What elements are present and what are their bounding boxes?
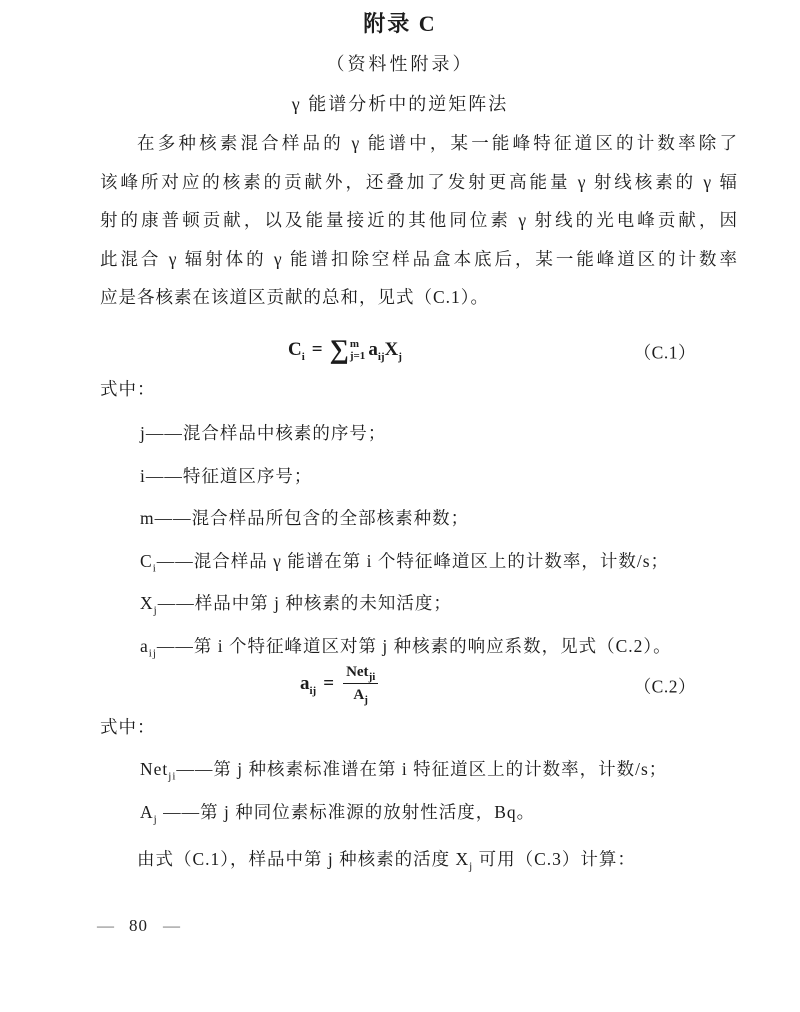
definition-item: $X_j——$样品中第 j 种核素的未知活度； xyxy=(140,593,452,617)
equation-c2-formula xyxy=(300,662,378,705)
footer-right-dash: — xyxy=(163,916,180,935)
definition-list-2 xyxy=(140,748,740,834)
summation-upper-limit: m xyxy=(349,337,360,350)
definition-item: i——特征道区序号； xyxy=(140,465,313,486)
paragraph-line: 应是各核素在该道区贡献的总和，见式（C.1）。 xyxy=(100,287,490,308)
summation-limits xyxy=(350,338,365,362)
appendix-subtitle: （资料性附录） xyxy=(326,54,474,74)
page-footer xyxy=(97,916,180,936)
footer-left-dash: — xyxy=(97,916,114,935)
fraction xyxy=(343,662,378,705)
appendix-title: 附录 C xyxy=(363,11,437,36)
fraction-denominator: $A_j$ xyxy=(353,687,368,706)
where-label-2: 式中： xyxy=(100,717,156,737)
equation-c1-lhs: $C_i$ xyxy=(288,338,305,363)
equals-sign: = xyxy=(311,338,323,360)
equation-c2 xyxy=(100,660,738,712)
equals-sign: = xyxy=(323,672,335,694)
equation-c2-lhs: $a_{ij}$ xyxy=(300,672,317,697)
page-number: 80 xyxy=(129,916,148,935)
equation-c1-label: （C.1） xyxy=(633,342,696,363)
paragraph-line: 射的康普顿贡献，以及能量接近的其他同位素 γ 射线的光电峰贡献，因 xyxy=(100,210,738,231)
definition-item: j——混合样品中核素的序号； xyxy=(140,423,387,443)
definition-item: Net$_{ji}$——第 j 种核素标准谱在第 i 特征道区上的计数率，计数/s； xyxy=(140,759,668,783)
equation-c1-rhs: $a_{ij}X_j$ xyxy=(368,338,402,363)
paragraph-line: 在多种核素混合样品的 γ 能谱中，某一能峰特征道区的计数率除了 xyxy=(137,133,738,153)
definition-item: $A_j$ ——第 j 种同位素标准源的放射性活度，Bq。 xyxy=(140,802,536,826)
intro-paragraph xyxy=(100,124,738,317)
where-label-1: 式中： xyxy=(100,379,156,399)
paragraph-line: 此混合 γ 辐射体的 γ 能谱扣除空样品盒本底后，某一能峰道区的计数率 xyxy=(100,248,738,269)
equation-c2-label: （C.2） xyxy=(633,676,696,697)
definition-item: $a_{ij}——$第 i 个特征峰道区对第 j 种核素的响应系数，见式（C.2）。 xyxy=(140,635,672,659)
definition-list-1 xyxy=(140,412,740,667)
equation-c1 xyxy=(100,332,738,372)
definition-item: m——混合样品所包含的全部核素种数； xyxy=(140,508,470,528)
closing-paragraph xyxy=(100,840,738,879)
summation-icon: ∑ xyxy=(329,334,349,364)
equation-c1-formula xyxy=(288,336,402,363)
definition-item: $C_i——$混合样品 γ 能谱在第 i 个特征峰道区上的计数率，计数/s； xyxy=(140,550,670,574)
paragraph-line: 该峰所对应的核素的贡献外，还叠加了发射更高能量 γ 射线核素的 γ 辐 xyxy=(100,171,738,192)
paragraph-line: 由式（C.1），样品中第 j 种核素的活度 $X_j$ 可用（C.3）计算： xyxy=(137,849,636,873)
fraction-numerator: Net$_{ji}$ xyxy=(343,662,378,684)
summation-lower-limit: j=1 xyxy=(349,349,366,362)
section-title: γ 能谱分析中的逆矩阵法 xyxy=(291,94,509,114)
